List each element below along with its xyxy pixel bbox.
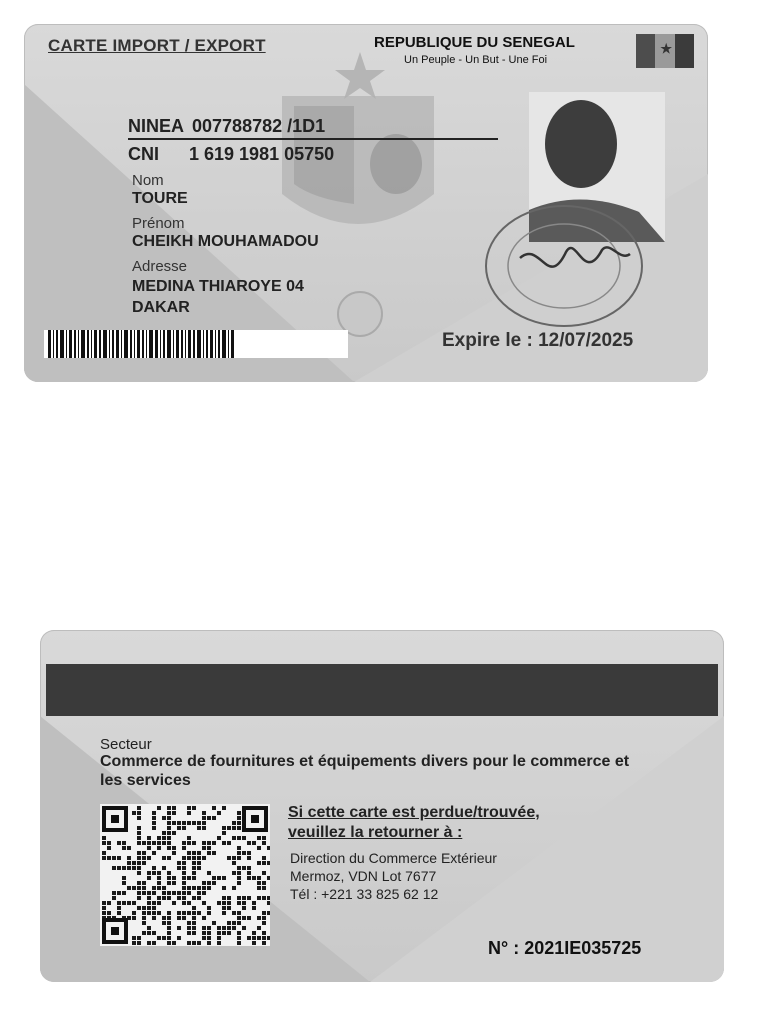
senegal-flag-icon: ★ xyxy=(636,34,694,68)
card-front xyxy=(24,24,708,382)
lost-notice-line-1: Si cette carte est perdue/trouvée, xyxy=(288,804,540,821)
adresse-line-1: MEDINA THIAROYE 04 xyxy=(132,278,304,295)
return-address-line-1: Direction du Commerce Extérieur xyxy=(290,850,497,866)
cni-value: 1 619 1981 05750 xyxy=(189,144,335,164)
qr-code xyxy=(100,804,270,946)
magnetic-stripe xyxy=(46,664,718,716)
nom-value: TOURE xyxy=(132,190,188,207)
ninea-value: 007788782 /1D1 xyxy=(192,116,326,136)
prenom-value: CHEIKH MOUHAMADOU xyxy=(132,233,319,250)
prenom-label: Prénom xyxy=(132,215,185,232)
card-number: N° : 2021IE035725 xyxy=(488,938,642,958)
cni-label: CNI xyxy=(128,144,159,164)
card-title: CARTE IMPORT / EXPORT xyxy=(48,36,266,55)
star-icon xyxy=(335,52,385,99)
adresse-label: Adresse xyxy=(132,258,188,275)
card-back xyxy=(40,630,724,982)
lost-notice-line-2: veuillez la retourner à : xyxy=(288,824,463,841)
ninea-row xyxy=(128,116,498,140)
secteur-label: Secteur xyxy=(100,736,152,753)
ninea-label: NINEA xyxy=(128,116,185,136)
return-phone: Tél : +221 33 825 62 12 xyxy=(290,886,439,902)
cni-row xyxy=(128,144,334,165)
official-stamp-signature xyxy=(480,200,650,332)
national-motto: Un Peuple - Un But - Une Foi xyxy=(404,54,548,66)
barcode xyxy=(44,330,348,358)
adresse-line-2: DAKAR xyxy=(132,299,190,316)
expiry-date: Expire le : 12/07/2025 xyxy=(442,330,634,351)
secteur-value: Commerce de fournitures et équipements divers pour le commerce et les services xyxy=(100,753,630,789)
nom-label: Nom xyxy=(132,172,164,189)
return-address-line-2: Mermoz, VDN Lot 7677 xyxy=(290,868,437,884)
country-name: REPUBLIQUE DU SENEGAL xyxy=(374,34,575,51)
